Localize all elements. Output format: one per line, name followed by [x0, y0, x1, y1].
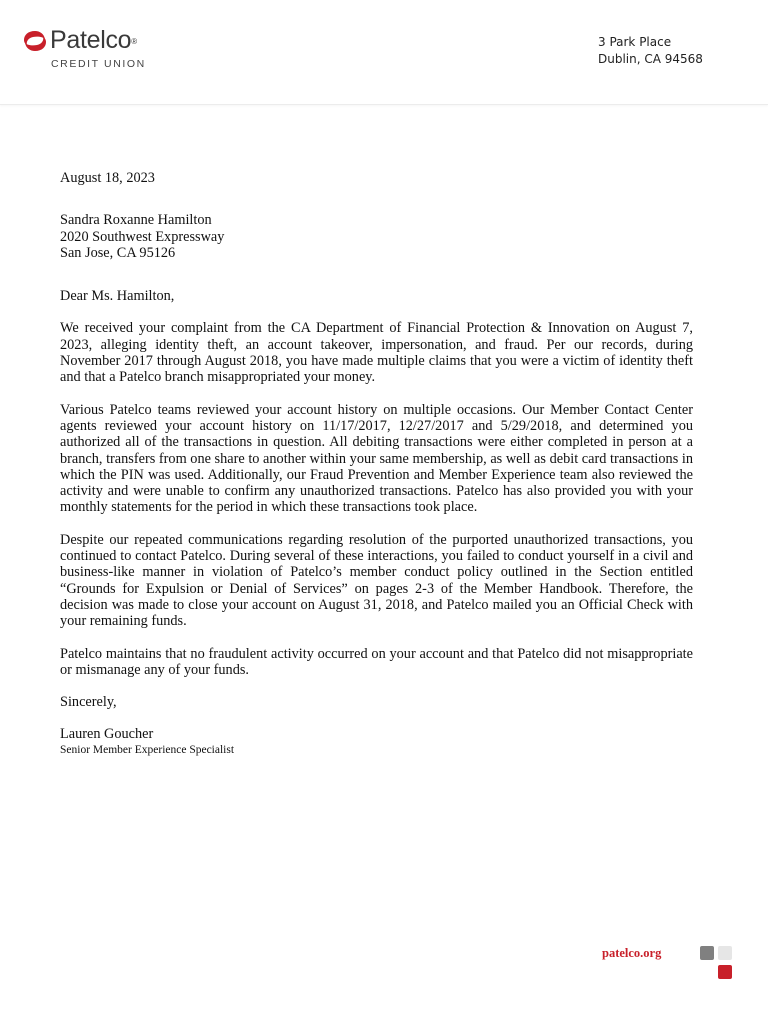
paragraph-1: We received your complaint from the CA Department of Financial Protection & Innovation on August 7, 2023, alleging identity theft, an account takeover, impersonation, and fraud. Per our records, during November 2017 through August 2018, you have made multiple claims that you were a victim of identity theft and that a Patelco branch misappropriated your money. — [60, 320, 693, 386]
address-line-2: Dublin, CA 94568 — [598, 52, 703, 66]
logo-wordmark: Patelco® — [50, 26, 137, 54]
salutation: Dear Ms. Hamilton, — [60, 288, 175, 305]
letter-date: August 18, 2023 — [60, 170, 155, 186]
paragraph-4: Patelco maintains that no fraudulent activity occurred on your account and that Patelco did not misappropriate or mismanage any of your funds. — [60, 645, 693, 678]
recipient-name: Sandra Roxanne Hamilton — [60, 212, 212, 229]
signer-name: Lauren Goucher — [60, 726, 154, 743]
sender-address — [598, 34, 703, 68]
patelco-swirl-icon — [22, 29, 48, 53]
square-light — [718, 946, 732, 960]
square-gray — [700, 946, 714, 960]
paragraph-3: Despite our repeated communications regarding resolution of the purported unauthorized transactions, you continued to contact Patelco. During several of these interactions, you failed to conduct yourself in a civil and business-like manner in violation of Patelco’s member conduct policy outlined in the Section entitled “Grounds for Expulsion or Denial of Services” on pages 2-3 of the Member Handbook. Therefore, the decision was made to close your account on August 31, 2018, and Patelco mailed you an Official Check with your remaining funds. — [60, 531, 693, 630]
paragraph-2: Various Patelco teams reviewed your account history on multiple occasions. Our Member Contact Center agents reviewed your account history on 11/17/2017, 12/27/2017 and 5/29/2018, and determined you authorized all of the transactions in question. All debiting transactions were either completed in person at a branch, transfers from one share to another within your same membership, as well as debit card transactions in which the PIN was used. Additionally, our Fraud Prevention and Member Experience team also reviewed the activity and were unable to confirm any unauthorized transactions. Patelco has also provided you with your monthly statements for the period in which these transactions took place. — [60, 401, 693, 516]
square-red — [718, 965, 732, 979]
closing: Sincerely, — [60, 694, 117, 711]
signer-title: Senior Member Experience Specialist — [60, 743, 235, 756]
recipient-city: San Jose, CA 95126 — [60, 244, 176, 261]
logo-subtitle: CREDIT UNION — [51, 58, 146, 70]
recipient-block — [60, 212, 693, 261]
address-line-1: 3 Park Place — [598, 35, 672, 49]
footer-website-link[interactable]: patelco.org — [602, 946, 662, 960]
recipient-street: 2020 Southwest Expressway — [60, 228, 225, 245]
letter-body — [60, 170, 693, 757]
letterhead — [0, 0, 768, 105]
patelco-logo — [22, 26, 162, 74]
